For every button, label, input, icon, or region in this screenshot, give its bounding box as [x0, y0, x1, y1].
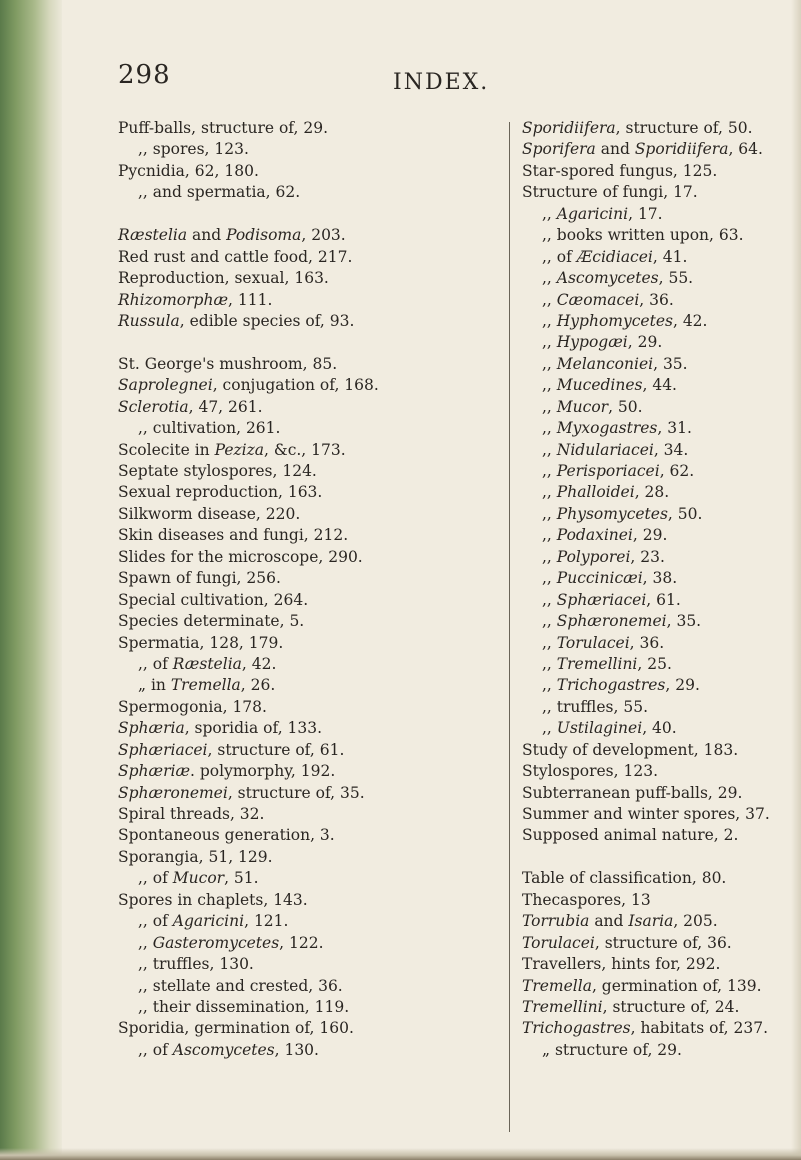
- index-text: , 47, 261.: [188, 397, 263, 416]
- index-text: , 55.: [658, 269, 694, 288]
- index-text: ,, spores, 123.: [138, 140, 249, 159]
- index-text: Species determinate, 5.: [118, 612, 305, 631]
- index-gap: [118, 204, 498, 225]
- index-entry: [522, 461, 787, 482]
- index-entry: [522, 354, 787, 375]
- index-text: , 23.: [630, 547, 665, 566]
- index-text: , 28.: [634, 483, 670, 502]
- index-text: , 64.: [728, 140, 763, 159]
- index-term-italic: Melanconiei: [556, 354, 654, 373]
- index-term-italic: Hypogæi: [556, 333, 628, 352]
- index-text: Star-spored fungus, 125.: [522, 161, 718, 180]
- index-entry: [118, 182, 498, 203]
- index-term-italic: Sporidiifera: [634, 140, 729, 159]
- index-entry: [118, 890, 498, 911]
- index-text: Puff-balls, structure of, 29.: [118, 119, 328, 137]
- index-entry: [522, 933, 787, 954]
- index-text: , 38.: [642, 569, 678, 588]
- index-text: ,, and spermatia, 62.: [138, 183, 301, 202]
- index-text: and: [589, 912, 629, 931]
- index-term-italic: Agaricini: [556, 204, 629, 223]
- index-text: Spermatia, 128, 179.: [118, 633, 284, 652]
- index-term-italic: Podisoma: [226, 226, 302, 245]
- index-entry: [522, 976, 787, 997]
- index-term-italic: Sphæriacei: [118, 740, 208, 759]
- index-text: ,,: [542, 547, 557, 566]
- index-entry: [522, 868, 787, 889]
- index-entry: [118, 225, 498, 246]
- index-entry: [522, 482, 787, 503]
- index-term-italic: Torulacei: [556, 633, 630, 652]
- index-text: ,, of: [138, 1040, 173, 1059]
- index-text: Silkworm disease, 220.: [118, 504, 301, 523]
- index-entry: [118, 290, 498, 311]
- index-entry: [118, 1018, 498, 1039]
- index-text: , 17.: [628, 204, 663, 223]
- index-entry: [522, 311, 787, 332]
- index-entry: [118, 825, 498, 846]
- index-text: ,,: [542, 633, 557, 652]
- index-text: , 44.: [642, 376, 677, 395]
- index-text: , 29.: [627, 333, 663, 352]
- index-text: ,, truffles, 55.: [542, 697, 649, 716]
- index-entry: [522, 225, 787, 246]
- index-text: ,,: [542, 612, 557, 631]
- index-term-italic: Gasteromycetes: [152, 933, 280, 952]
- index-entry: [118, 568, 498, 589]
- index-entry: [522, 633, 787, 654]
- index-entry: [118, 847, 498, 868]
- index-term-italic: Ascomycetes: [172, 1040, 275, 1059]
- index-term-italic: Trichogastres: [522, 1019, 631, 1038]
- index-text: ,,: [542, 676, 557, 695]
- index-text: Red rust and cattle food, 217.: [118, 247, 353, 266]
- index-entry: [522, 804, 787, 825]
- index-entry: [118, 139, 498, 160]
- index-entry: [522, 675, 787, 696]
- index-term-italic: Sphæronemei: [118, 783, 228, 802]
- index-term-italic: Trichogastres: [556, 676, 666, 695]
- index-gap: [118, 332, 498, 353]
- index-entry: [118, 482, 498, 503]
- index-term-italic: Russula: [118, 311, 180, 330]
- index-entry: [118, 804, 498, 825]
- index-entry: [118, 697, 498, 718]
- index-term-italic: Mucor: [172, 869, 225, 888]
- index-text: ,,: [542, 590, 557, 609]
- index-term-italic: Tremella: [522, 976, 592, 995]
- index-text: , 35.: [653, 354, 688, 373]
- index-text: ,, truffles, 130.: [138, 955, 254, 974]
- index-text: Special cultivation, 264.: [118, 590, 309, 609]
- index-entry: [522, 247, 787, 268]
- index-entry: [118, 1040, 498, 1061]
- index-text: ,,: [542, 654, 557, 673]
- index-term-italic: Cæomacei: [556, 290, 640, 309]
- index-text: , 121.: [244, 912, 289, 931]
- index-text: , structure of, 35.: [227, 783, 365, 802]
- index-term-italic: Sphæriacei: [556, 590, 647, 609]
- index-text: Summer and winter spores, 37.: [522, 805, 770, 823]
- index-text: , 26.: [240, 676, 276, 695]
- index-entry: [522, 418, 787, 439]
- index-text: ,,: [542, 269, 557, 288]
- index-text: , 41.: [652, 247, 688, 266]
- index-entry: [522, 954, 787, 975]
- index-entry: [522, 611, 787, 632]
- index-entry: [118, 633, 498, 654]
- index-text: ,,: [542, 397, 557, 416]
- index-text: ,, books written upon, 63.: [542, 226, 744, 245]
- index-entry: [118, 997, 498, 1018]
- index-text: , 31.: [657, 419, 692, 438]
- page-right-edge: [791, 0, 801, 1160]
- index-text: Scolecite in: [118, 440, 215, 459]
- index-text: ,,: [138, 933, 153, 952]
- index-text: , 29.: [665, 676, 700, 695]
- index-text: , 50.: [608, 397, 643, 416]
- index-text: , habitats of, 237.: [630, 1019, 769, 1038]
- index-entry: [522, 761, 787, 782]
- index-text: and: [595, 140, 635, 159]
- page-bottom-edge: [0, 1148, 801, 1160]
- index-entry: [118, 461, 498, 482]
- index-text: , structure of, 61.: [207, 740, 345, 759]
- index-text: , 40.: [642, 719, 677, 738]
- index-entry: [522, 182, 787, 203]
- index-entry: [118, 933, 498, 954]
- index-entry: [522, 590, 787, 611]
- index-text: ,, of: [138, 869, 173, 888]
- index-text: , &c., 173.: [264, 440, 346, 459]
- index-text: , 130.: [274, 1040, 319, 1059]
- index-entry: [118, 161, 498, 182]
- index-term-italic: Podaxinei: [556, 526, 633, 545]
- index-text: „ in: [138, 676, 171, 695]
- index-text: , conjugation of, 168.: [212, 376, 379, 395]
- index-term-italic: Hyphomycetes: [556, 311, 673, 330]
- index-text: and: [187, 226, 227, 245]
- index-text: ,, of: [138, 654, 173, 673]
- index-term-italic: Sporidiifera: [522, 119, 616, 137]
- index-text: ,,: [542, 504, 557, 523]
- index-entry: [522, 654, 787, 675]
- index-text: , 25.: [637, 654, 672, 673]
- index-term-italic: Nidulariacei: [556, 440, 654, 459]
- index-text: ,,: [542, 419, 557, 438]
- index-term-italic: Ræstelia: [172, 654, 242, 673]
- index-entry: [118, 311, 498, 332]
- index-entry: [522, 397, 787, 418]
- index-entry: [118, 740, 498, 761]
- index-term-italic: Ræstelia: [118, 226, 188, 245]
- index-entry: [118, 868, 498, 889]
- index-term-italic: Tremellini: [556, 654, 638, 673]
- index-entry: [522, 718, 787, 739]
- index-gap: [522, 847, 787, 868]
- index-text: , 51.: [224, 869, 259, 888]
- index-entry: [522, 440, 787, 461]
- index-term-italic: Torulacei: [522, 933, 595, 952]
- index-entry: [118, 268, 498, 289]
- index-entry: [522, 161, 787, 182]
- index-term-italic: Tremellini: [522, 997, 603, 1016]
- index-entry: [118, 418, 498, 439]
- index-text: Sexual reproduction, 163.: [118, 483, 323, 502]
- index-text: Pycnidia, 62, 180.: [118, 161, 259, 180]
- column-divider: [509, 122, 510, 1132]
- index-column-right: [522, 118, 787, 1061]
- index-text: ,,: [542, 290, 557, 309]
- index-text: ,,: [542, 462, 557, 480]
- index-text: Spores in chaplets, 143.: [118, 890, 308, 909]
- book-binding-edge: [0, 0, 62, 1160]
- index-term-italic: Æcidiacei: [576, 247, 653, 266]
- index-term-italic: Sclerotia: [118, 397, 189, 416]
- index-entry: [522, 118, 787, 139]
- index-term-italic: Peziza: [214, 440, 265, 459]
- index-entry: [522, 290, 787, 311]
- index-text: Septate stylospores, 124.: [118, 462, 317, 480]
- index-entry: [522, 825, 787, 846]
- index-entry: [522, 911, 787, 932]
- index-text: ,,: [542, 311, 557, 330]
- index-entry: [522, 1040, 787, 1061]
- index-text: , 205.: [673, 912, 718, 931]
- index-entry: [118, 525, 498, 546]
- index-text: Subterranean puff-balls, 29.: [522, 783, 743, 802]
- index-term-italic: Sphæria: [118, 719, 185, 738]
- index-text: Travellers, hints for, 292.: [522, 955, 721, 974]
- index-entry: [522, 740, 787, 761]
- index-term-italic: Polyporei: [556, 547, 631, 566]
- index-term-italic: Tremella: [170, 676, 241, 695]
- index-entry: [522, 697, 787, 718]
- index-entry: [522, 204, 787, 225]
- index-entry: [118, 397, 498, 418]
- index-term-italic: Rhizomorphæ: [118, 290, 229, 309]
- index-entry: [118, 718, 498, 739]
- index-entry: [118, 440, 498, 461]
- index-entry: [522, 139, 787, 160]
- page-number: 298: [118, 60, 171, 90]
- running-head: INDEX.: [393, 70, 490, 95]
- index-text: Sporangia, 51, 129.: [118, 847, 273, 866]
- index-text: ,,: [542, 483, 557, 502]
- index-entry: [118, 611, 498, 632]
- index-text: ,, cultivation, 261.: [138, 419, 281, 438]
- index-text: , edible species of, 93.: [179, 311, 355, 330]
- index-text: Study of development, 183.: [522, 740, 739, 759]
- index-entry: [118, 675, 498, 696]
- index-text: , 35.: [666, 612, 702, 631]
- index-entry: [118, 547, 498, 568]
- index-entry: [522, 997, 787, 1018]
- index-term-italic: Torrubia: [522, 912, 590, 931]
- index-term-italic: Ustilaginei: [556, 719, 643, 738]
- index-text: Supposed animal nature, 2.: [522, 826, 739, 845]
- index-text: . polymorphy, 192.: [190, 762, 336, 781]
- index-text: , 50.: [667, 504, 703, 523]
- index-text: ,,: [542, 376, 557, 395]
- index-text: , structure of, 36.: [594, 933, 732, 952]
- index-entry: [522, 1018, 787, 1039]
- index-text: ,,: [542, 526, 557, 545]
- index-entry: [522, 504, 787, 525]
- index-term-italic: Physomycetes: [556, 504, 668, 523]
- index-text: „ structure of, 29.: [542, 1040, 682, 1059]
- index-column-left: [118, 118, 498, 1061]
- index-text: ,, stellate and crested, 36.: [138, 976, 343, 995]
- index-text: , 111.: [228, 290, 273, 309]
- index-text: ,,: [542, 569, 557, 588]
- index-text: , 61.: [646, 590, 681, 609]
- index-text: ,,: [542, 204, 557, 223]
- index-text: St. George's mushroom, 85.: [118, 354, 338, 373]
- index-entry: [522, 890, 787, 911]
- index-text: , germination of, 139.: [591, 976, 762, 995]
- index-entry: [118, 504, 498, 525]
- index-term-italic: Saprolegnei: [118, 376, 213, 395]
- index-text: ,,: [542, 440, 557, 459]
- index-term-italic: Ascomycetes: [556, 269, 659, 288]
- index-text: , 42.: [241, 654, 277, 673]
- index-text: Structure of fungi, 17.: [522, 183, 698, 202]
- index-text: , structure of, 24.: [602, 997, 740, 1016]
- index-term-italic: Sporifera: [522, 140, 596, 159]
- index-entry: [118, 247, 498, 268]
- index-text: Spontaneous generation, 3.: [118, 826, 335, 845]
- index-term-italic: Sphæriæ: [118, 762, 191, 781]
- index-text: ,, of: [542, 247, 577, 266]
- index-text: ,,: [542, 719, 557, 738]
- index-entry: [118, 976, 498, 997]
- index-entry: [118, 654, 498, 675]
- index-term-italic: Myxogastres: [556, 419, 658, 438]
- index-entry: [522, 268, 787, 289]
- index-text: ,,: [542, 354, 557, 373]
- index-term-italic: Phalloidei: [556, 483, 635, 502]
- index-text: Stylospores, 123.: [522, 762, 659, 781]
- index-entry: [118, 911, 498, 932]
- index-text: Spiral threads, 32.: [118, 805, 265, 823]
- index-entry: [522, 568, 787, 589]
- index-text: Spawn of fungi, 256.: [118, 569, 281, 588]
- index-text: , 203.: [301, 226, 346, 245]
- index-entry: [118, 954, 498, 975]
- index-text: , 62.: [659, 462, 695, 480]
- index-term-italic: Mucedines: [556, 376, 643, 395]
- index-entry: [118, 783, 498, 804]
- index-entry: [118, 375, 498, 396]
- index-entry: [522, 525, 787, 546]
- index-entry: [522, 375, 787, 396]
- index-term-italic: Perisporiacei: [556, 462, 660, 480]
- index-entry: [522, 783, 787, 804]
- index-text: Spermogonia, 178.: [118, 697, 267, 716]
- index-term-italic: Agaricini: [172, 912, 245, 931]
- index-entry: [118, 118, 498, 139]
- index-text: ,, their dissemination, 119.: [138, 997, 350, 1016]
- index-entry: [118, 354, 498, 375]
- index-text: , 122.: [279, 933, 324, 952]
- index-term-italic: Mucor: [556, 397, 609, 416]
- index-text: , sporidia of, 133.: [184, 719, 323, 738]
- index-text: , 34.: [653, 440, 689, 459]
- index-entry: [118, 761, 498, 782]
- index-text: , 42.: [672, 311, 708, 330]
- index-text: Table of classification, 80.: [522, 869, 727, 888]
- index-text: ,,: [542, 333, 557, 352]
- index-text: Slides for the microscope, 290.: [118, 547, 363, 566]
- index-term-italic: Isaria: [628, 912, 674, 931]
- index-entry: [522, 547, 787, 568]
- index-entry: [522, 332, 787, 353]
- index-text: ,, of: [138, 912, 173, 931]
- index-text: Skin diseases and fungi, 212.: [118, 526, 349, 545]
- index-term-italic: Sphæronemei: [556, 612, 667, 631]
- index-text: , 36.: [639, 290, 674, 309]
- index-entry: [118, 590, 498, 611]
- index-text: Thecaspores, 13: [522, 890, 651, 909]
- index-text: , 29.: [632, 526, 668, 545]
- index-term-italic: Puccinicæi: [556, 569, 643, 588]
- index-text: , 36.: [629, 633, 665, 652]
- index-text: , structure of, 50.: [615, 119, 753, 137]
- index-text: Reproduction, sexual, 163.: [118, 269, 329, 288]
- index-text: Sporidia, germination of, 160.: [118, 1019, 354, 1038]
